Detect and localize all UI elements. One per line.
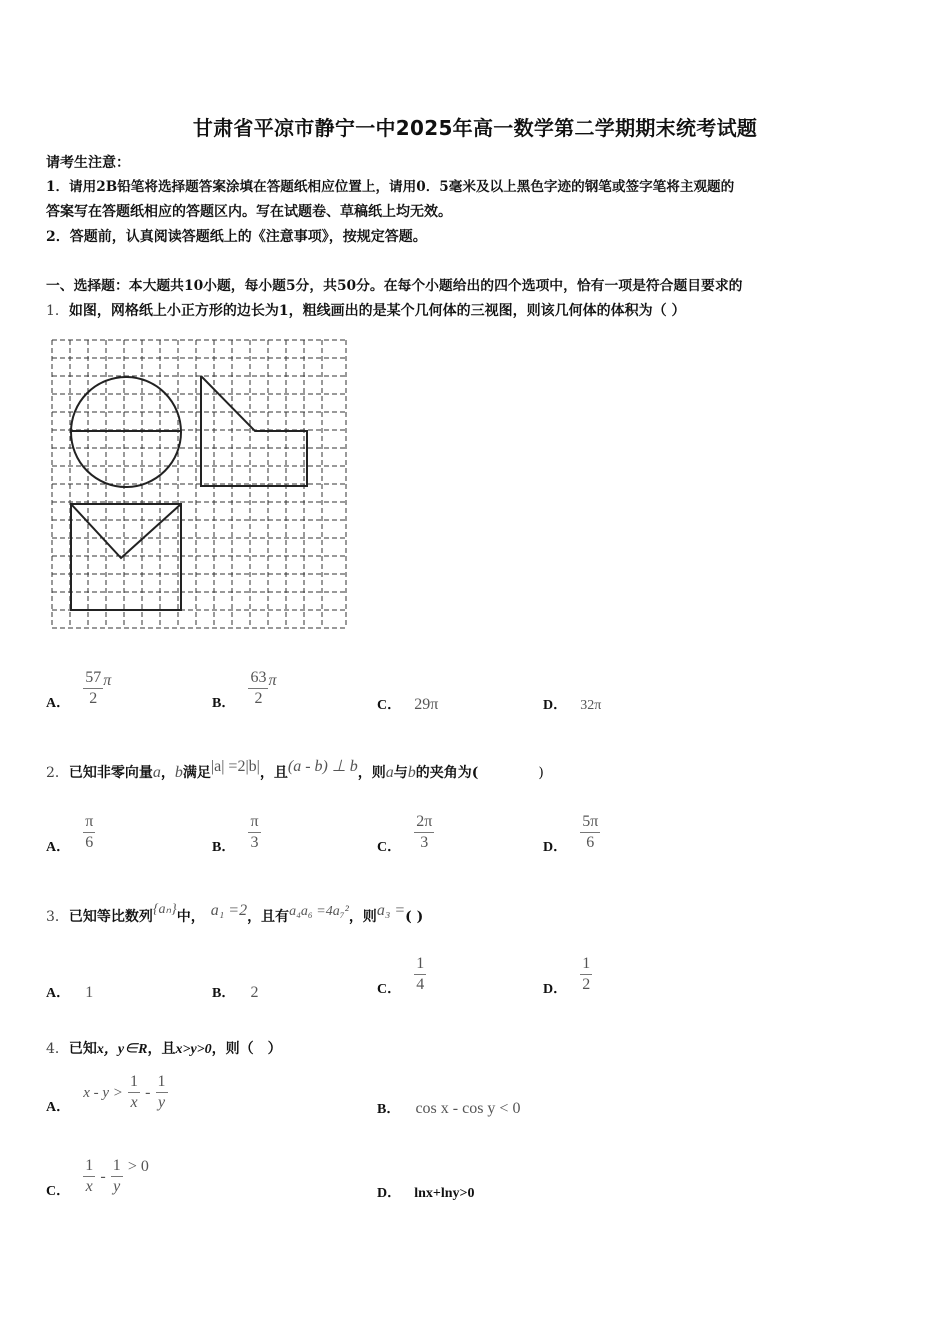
- option-label: C．: [46, 1184, 71, 1199]
- q4-option-b[interactable]: [377, 1098, 520, 1118]
- q3-option-d[interactable]: [543, 954, 592, 995]
- vector-a: a: [152, 764, 161, 781]
- notice-line-1a: 1．请用2B铅笔将选择题答案涂填在答题纸相应位置上，请用0．5毫米及以上黑色字迹的钢笔或签字笔将主观题的: [46, 179, 735, 195]
- q4-option-a[interactable]: [46, 1072, 168, 1113]
- option-label: B．: [377, 1102, 401, 1117]
- option-fraction: [248, 812, 260, 853]
- option-fraction: [414, 954, 426, 995]
- q3-option-a[interactable]: [46, 982, 93, 1002]
- option-fraction: [580, 954, 592, 995]
- fraction-denominator: 3: [420, 834, 429, 851]
- fraction-denominator: x: [130, 1094, 138, 1111]
- three-view-figure: [46, 334, 352, 634]
- fraction-numerator: π: [248, 812, 260, 833]
- condition-perpendicular: (a - b) ⊥ b: [287, 758, 358, 775]
- vector-a: a: [385, 764, 394, 781]
- condition-product: a₄a₆ =4a₇²: [289, 904, 349, 919]
- option-fraction: [128, 1072, 140, 1113]
- fraction-numerator: 1: [128, 1072, 140, 1093]
- q1-option-d[interactable]: [543, 694, 601, 714]
- fraction-numerator: 1: [580, 954, 592, 975]
- fraction-denominator: 6: [85, 834, 94, 851]
- option-value: 2: [250, 984, 259, 1001]
- fraction-numerator: 63: [248, 668, 268, 689]
- fraction-denominator: y: [113, 1178, 121, 1195]
- fraction-denominator: 4: [416, 976, 425, 993]
- option-rhs: > 0: [127, 1158, 149, 1175]
- question-3-stem: 中，: [176, 909, 205, 925]
- question-2-stem: 满足: [182, 765, 211, 781]
- q1-option-c[interactable]: [377, 694, 438, 714]
- option-label: B．: [212, 696, 236, 711]
- option-label: D．: [543, 698, 568, 713]
- notice-heading: 请考生注意：: [46, 155, 130, 171]
- fraction-numerator: 1: [414, 954, 426, 975]
- question-3-text: [46, 902, 424, 927]
- section-heading: 一、选择题：本大题共10小题，每小题5分，共50分。在每个小题给出的四个选项中，恰有一项是符合题目要求的: [46, 278, 743, 294]
- condition: x>y>0: [175, 1042, 212, 1057]
- fraction-numerator: 1: [111, 1156, 123, 1177]
- notice-line-2: 2．答题前，认真阅读答题纸上的《注意事项》，按规定答题。: [46, 229, 427, 245]
- question-3-stem: ，则: [348, 909, 377, 925]
- variables: x，y∈R: [96, 1042, 148, 1057]
- option-value: 1: [85, 984, 94, 1001]
- fraction-numerator: 5π: [580, 812, 600, 833]
- question-1-stem-c: ，粗线画出的是某个几何体的三视图，则该几何体的体积为（ ）: [288, 303, 686, 319]
- q3-option-c[interactable]: [377, 954, 426, 995]
- minus-sign: -: [145, 1084, 151, 1101]
- question-4-text: [46, 1040, 282, 1059]
- pi-symbol: π: [103, 672, 112, 689]
- option-fraction: [248, 668, 268, 709]
- notice-line-1b: 答案写在答题纸相应的答题区内。写在试题卷、草稿纸上均无效。: [46, 204, 452, 220]
- option-fraction: [156, 1072, 168, 1113]
- q2-option-a[interactable]: [46, 812, 95, 853]
- side-view-outline: [201, 376, 307, 486]
- fraction-numerator: 57: [83, 668, 103, 689]
- question-number: 1．: [46, 303, 69, 319]
- option-label: D．: [377, 1186, 402, 1201]
- option-label: A．: [46, 840, 71, 855]
- option-label: D．: [543, 982, 568, 997]
- question-4-stem: ，且: [147, 1041, 176, 1057]
- option-value: cos x - cos y < 0: [415, 1100, 521, 1117]
- q1-option-b[interactable]: [212, 668, 276, 709]
- question-number: 2．: [46, 765, 69, 781]
- fraction-denominator: 2: [89, 690, 98, 707]
- q4-option-c[interactable]: [46, 1156, 149, 1197]
- question-1-text: [46, 302, 686, 320]
- fraction-numerator: 1: [83, 1156, 95, 1177]
- option-label: B．: [212, 986, 236, 1001]
- question-4-stem: ，则（ ）: [211, 1041, 282, 1057]
- answer-paren: ( ): [405, 909, 424, 925]
- question-3-stem: 已知等比数列: [68, 909, 153, 925]
- option-fraction: [83, 1156, 95, 1197]
- question-4-stem: 已知: [68, 1041, 97, 1057]
- question-number: 4．: [46, 1041, 69, 1057]
- target-a3: a₃ =: [376, 902, 406, 919]
- option-label: C．: [377, 840, 402, 855]
- option-label: A．: [46, 696, 71, 711]
- question-3-stem: ，且有: [247, 909, 290, 925]
- option-label: A．: [46, 1100, 71, 1115]
- option-label: D．: [543, 840, 568, 855]
- q2-option-d[interactable]: [543, 812, 600, 853]
- question-number: 3．: [46, 909, 69, 925]
- option-label: A．: [46, 986, 71, 1001]
- q4-option-d[interactable]: [377, 1182, 475, 1202]
- pi-symbol: π: [268, 672, 277, 689]
- vector-b: b: [174, 764, 183, 781]
- question-2-stem: ，则: [357, 765, 386, 781]
- q2-option-c[interactable]: [377, 812, 434, 853]
- option-fraction: [83, 668, 103, 709]
- condition-magnitude: |a| =2|b|: [210, 758, 260, 775]
- sequence-symbol: {aₙ}: [152, 902, 177, 917]
- question-2-stem: 与: [393, 765, 408, 781]
- vector-b: b: [407, 764, 416, 781]
- option-value: 29π: [414, 696, 439, 713]
- question-2-stem: ，且: [259, 765, 288, 781]
- option-value: 32π: [580, 698, 602, 713]
- option-lhs: x - y >: [83, 1085, 123, 1101]
- option-label: B．: [212, 840, 236, 855]
- option-label: C．: [377, 698, 402, 713]
- fraction-denominator: 2: [254, 690, 263, 707]
- option-fraction: [580, 812, 600, 853]
- fraction-denominator: y: [157, 1094, 166, 1111]
- option-label: C．: [377, 982, 402, 997]
- fraction-numerator: π: [83, 812, 95, 833]
- fraction-denominator: 3: [250, 834, 259, 851]
- q3-option-b[interactable]: [212, 982, 258, 1002]
- fraction-numerator: 1: [156, 1072, 168, 1093]
- question-2-stem: 的夹角为(: [415, 765, 479, 781]
- separator: ，: [160, 765, 175, 781]
- fraction-denominator: 2: [582, 976, 591, 993]
- question-2-stem: ): [538, 765, 544, 781]
- dashed-grid: [52, 340, 346, 628]
- condition-a1: a₁ =2: [210, 902, 248, 919]
- question-1-stem-a: 如图，网格纸上小正方形的边长为: [68, 303, 279, 319]
- option-fraction: [83, 812, 95, 853]
- option-fraction: [414, 812, 434, 853]
- option-value: lnx+lny>0: [414, 1186, 475, 1201]
- minus-sign: -: [100, 1168, 106, 1185]
- question-2-text: [46, 758, 544, 782]
- q1-option-a[interactable]: [46, 668, 111, 709]
- fraction-numerator: 2π: [414, 812, 434, 833]
- fraction-denominator: x: [85, 1178, 93, 1195]
- fraction-denominator: 6: [586, 834, 595, 851]
- q2-option-b[interactable]: [212, 812, 261, 853]
- question-1-stem-b: 1: [278, 303, 289, 319]
- question-2-stem: 已知非零向量: [68, 765, 153, 781]
- option-fraction: [111, 1156, 123, 1197]
- page-title: 甘肃省平凉市静宁一中2025年高一数学第二学期期末统考试题: [192, 116, 758, 140]
